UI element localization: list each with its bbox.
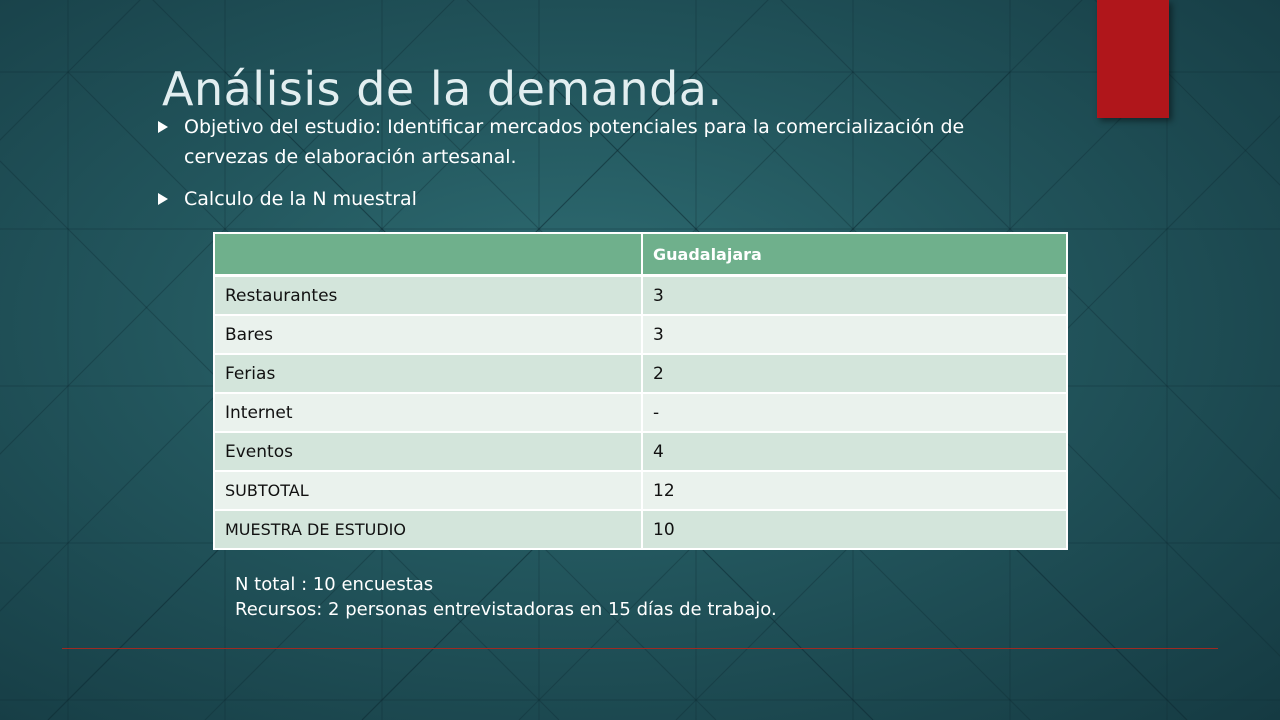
bullet-item-sample [156,184,1026,214]
note-total: N total : 10 encuestas [235,574,434,595]
notes-block [235,572,777,622]
footer-divider [62,648,1218,649]
table-cell-value: - [642,393,1067,432]
table-cell-value: 2 [642,354,1067,393]
table-row [214,315,1067,354]
bullet-item-objective [156,112,1026,172]
table-cell-label: Bares [214,315,642,354]
table-row [214,354,1067,393]
sample-table [213,232,1068,550]
triangle-bullet-icon [158,121,168,133]
table-header-empty [214,233,642,276]
table-cell-label: SUBTOTAL [214,471,642,510]
table-cell-value: 3 [642,276,1067,316]
table-cell-label: Eventos [214,432,642,471]
bullet-text-objective: Objetivo del estudio: Identificar mercados potenciales para la comercialización de cervezas de elaboración artesanal. [184,116,965,168]
table-row [214,471,1067,510]
table-cell-value: 10 [642,510,1067,549]
table-row [214,510,1067,549]
table-row [214,432,1067,471]
table-header-row [214,233,1067,276]
table-cell-value: 3 [642,315,1067,354]
table-cell-label: MUESTRA DE ESTUDIO [214,510,642,549]
table-cell-value: 4 [642,432,1067,471]
table-row [214,276,1067,316]
table-cell-label: Restaurantes [214,276,642,316]
table-cell-value: 12 [642,471,1067,510]
table-cell-label: Internet [214,393,642,432]
triangle-bullet-icon [158,193,168,205]
red-accent-tab [1097,0,1169,118]
slide-title: Análisis de la demanda. [162,62,723,116]
table-cell-label: Ferias [214,354,642,393]
note-resources: Recursos: 2 personas entrevistadoras en 15 días de trabajo. [235,599,777,620]
bullet-text-sample: Calculo de la N muestral [184,188,417,210]
table-header-guadalajara: Guadalajara [642,233,1067,276]
table-row [214,393,1067,432]
bullet-list [156,112,1026,214]
